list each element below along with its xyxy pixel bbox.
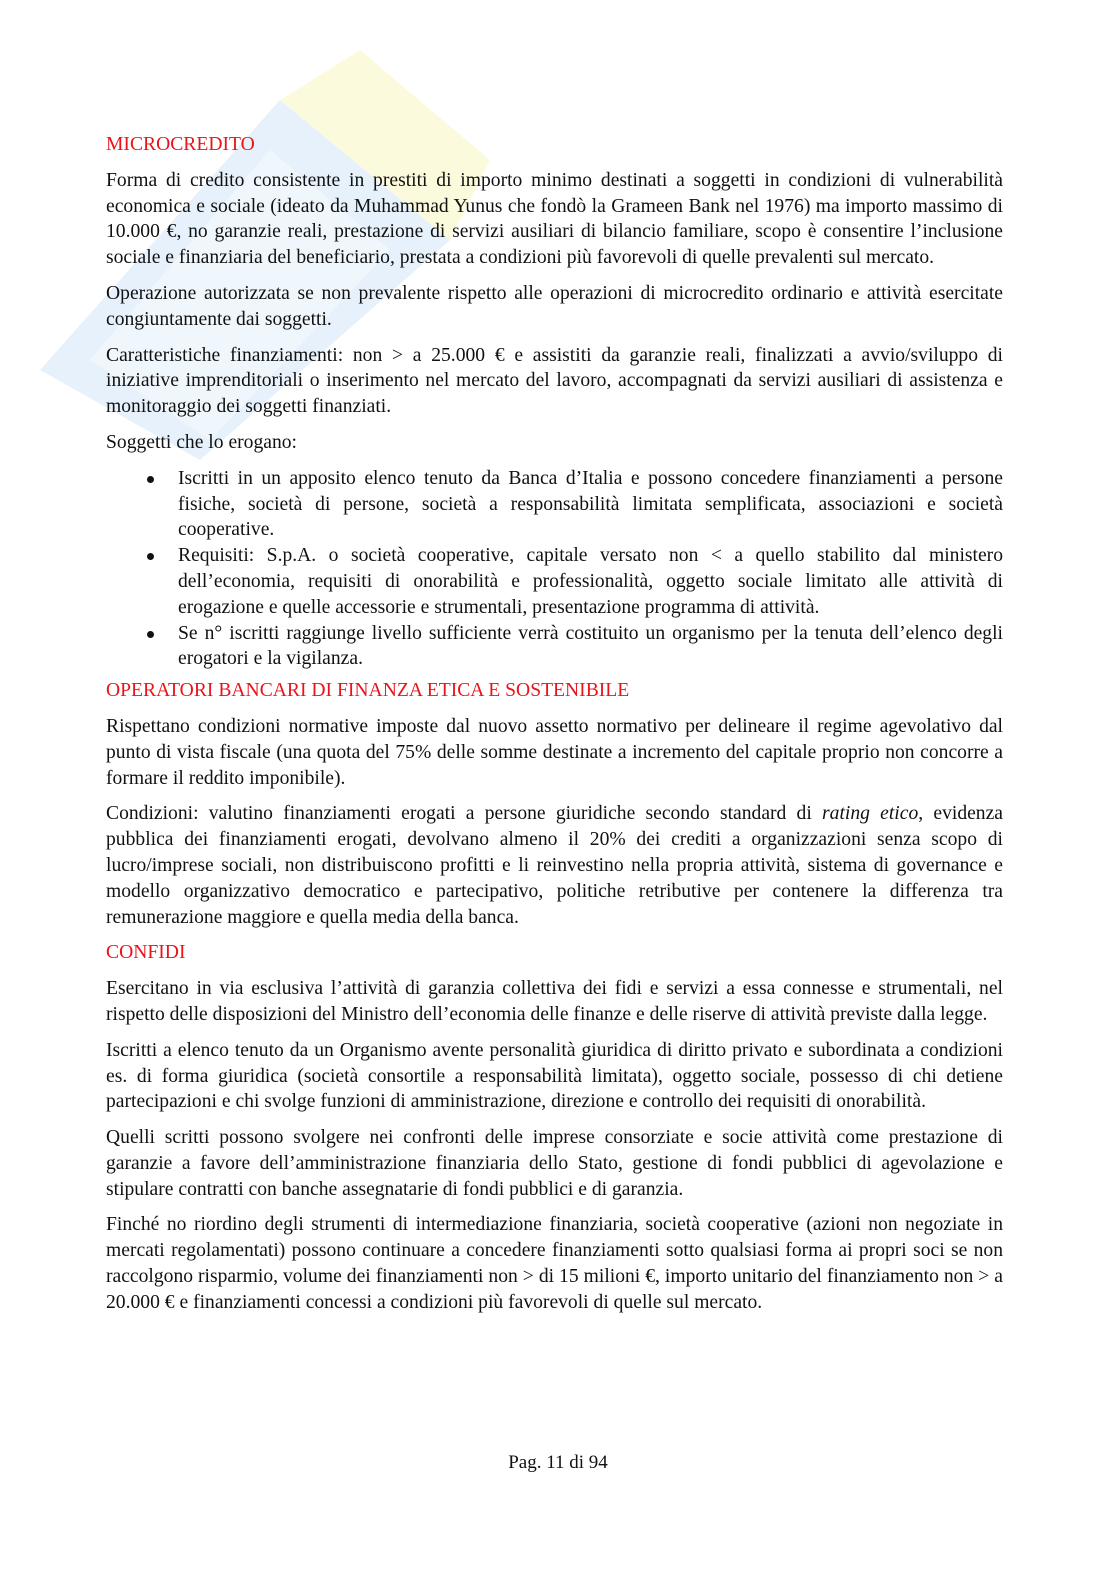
paragraph: Finché no riordino degli strumenti di intermediazione finanziaria, società cooperative (azioni non negoziate in mercati regolamentati) possono continuare a concedere finanziamenti sotto qualsiasi forma ai propri soci se non raccolgono risparmio, volume dei finanziamenti non > di 15 milioni €, importo unitario del finanziamento non > a 20.000 € e finanziamenti concessi a condizioni più favorevoli di quelle sul mercato. bbox=[106, 1214, 1003, 1313]
list-item: Iscritti in un apposito elenco tenuto da Banca d’Italia e possono concedere finanziamenti a persone fisiche, società di persone, società a responsabilità limitata semplificata, associazioni e società cooperative. bbox=[178, 466, 1003, 543]
paragraph: Soggetti che lo erogano: bbox=[106, 431, 297, 453]
paragraph: Forma di credito consistente in prestiti di importo minimo destinati a soggetti in condizioni di vulnerabilità economica e sociale (ideato da Muhammad Yunus che fondò la Grameen Bank nel 1976) ma importo massimo di 10.000 €, no garanzie reali, prestazione di servizi ausiliari di bilancio familiare, scopo è consentire l’inclusione sociale e finanziaria del beneficiario, prestata a condizioni più favorevoli di quelle prevalenti sul mercato. bbox=[106, 169, 1003, 269]
list-item: Requisiti: S.p.A. o società cooperative, capitale versato non < a quello stabilito dal ministero dell’economia, requisiti di onorabilità e professionalità, oggetto sociale limitato alle attività di erogazione e quelle accessorie e strumentali, presentazione programma di attività. bbox=[178, 543, 1003, 620]
heading-operatori: OPERATORI BANCARI DI FINANZA ETICA E SOSTENIBILE bbox=[106, 680, 630, 702]
paragraph: Quelli scritti possono svolgere nei confronti delle imprese consorziate e socie attività come prestazione di garanzie a favore dell’amministrazione finanziaria dello Stato, gestione di fondi pubblici di agevolazione e stipulare contratti con banche assegnatarie di fondi pubblici e di garanzia. bbox=[106, 1127, 1003, 1200]
page-number: Pag. 11 di 94 bbox=[508, 1452, 608, 1473]
paragraph: Caratteristiche finanziamenti: non > a 25.000 € e assistiti da garanzie reali, finalizzati a avvio/sviluppo di iniziative imprenditoriali o inserimento nel mercato del lavoro, accompagnati da servizi ausiliari di assistenza e monitoraggio dei soggetti finanziati. bbox=[106, 344, 1003, 418]
bullet-list bbox=[106, 466, 1003, 672]
heading-confidi: CONFIDI bbox=[106, 942, 186, 964]
paragraph: Esercitano in via esclusiva l’attività di garanzia collettiva dei fidi e servizi a essa connesse e strumentali, nel rispetto delle disposizioni del Ministro dell’economia delle finanze e delle riserve di attività previste dalla legge. bbox=[106, 978, 1003, 1025]
text-run: Condizioni: valutino finanziamenti erogati a persone giuridiche secondo standard di bbox=[106, 803, 823, 825]
paragraph bbox=[106, 801, 1003, 930]
paragraph: Iscritti a elenco tenuto da un Organismo avente personalità giuridica di diritto privato e subordinata a condizioni es. di forma giuridica (società consortile a responsabilità limitata), oggetto sociale, possesso di chi detiene partecipazioni e chi svolge funzioni di amministrazione, direzione e controllo dei requisiti di onorabilità. bbox=[106, 1039, 1003, 1113]
paragraph: Rispettano condizioni normative imposte dal nuovo assetto normativo per delineare il regime agevolativo dal punto di vista fiscale (una quota del 75% delle somme destinate a incremento del capitale proprio non concorre a formare il reddito imponibile). bbox=[106, 715, 1003, 789]
text-run: , evidenza pubblica dei finanziamenti erogati, devolvano almeno il 20% dei crediti a organizzazioni senza scopo di lucro/imprese sociali, non distribuiscono profitti e li reinvestino nella propria attività, sistema di governance e modello organizzativo democratico e partecipativo, politiche retributive per contenere la differenza tra remunerazione maggiore e quella media della banca. bbox=[106, 803, 1003, 928]
paragraph: Operazione autorizzata se non prevalente rispetto alle operazioni di microcredito ordinario e attività esercitate congiuntamente dai soggetti. bbox=[106, 282, 1003, 330]
heading-microcredito: MICROCREDITO bbox=[106, 134, 255, 155]
list-item: Se n° iscritti raggiunge livello sufficiente verrà costituito un organismo per la tenuta dell’elenco degli erogatori e la vigilanza. bbox=[178, 621, 1003, 673]
document-page bbox=[106, 128, 1003, 1326]
italic-term: rating etico bbox=[822, 803, 919, 825]
